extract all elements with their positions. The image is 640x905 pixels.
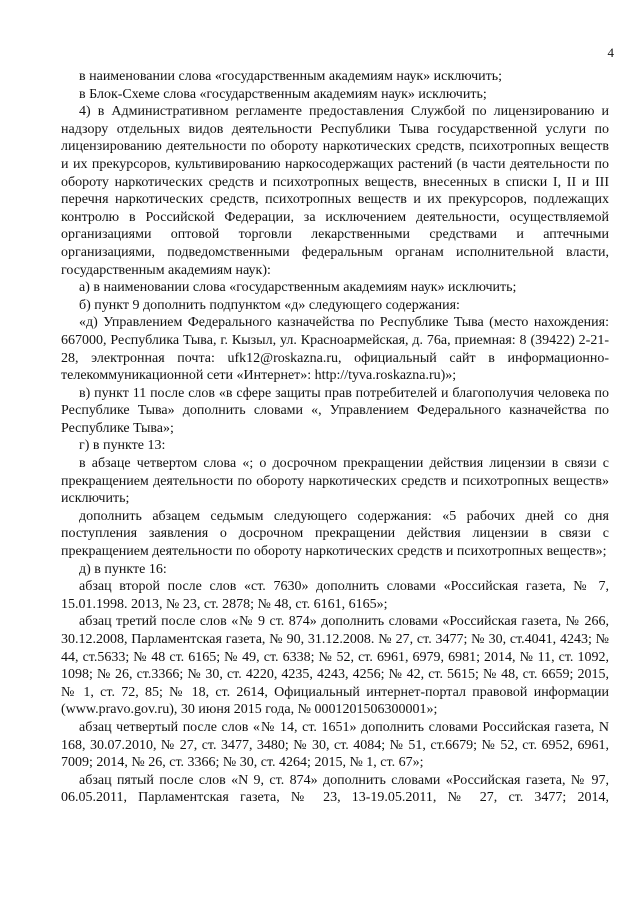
page-number: 4 (607, 45, 614, 60)
paragraph: а) в наименовании слова «государственным академиям наук» исключить; (79, 280, 517, 296)
paragraph: в наименовании слова «государственным академиям наук» исключить; (79, 69, 503, 84)
paragraph: абзац пятый после слов «N 9, ст. 874» дополнить словами «Российская газета, № 97, 06.05.2011, Парламентская газета, № 23, 13-19.05.2011, № 27, ст. 3477; 2014, (61, 772, 609, 806)
paragraph: б) пункт 9 дополнить подпунктом «д» следующего содержания: (79, 297, 460, 313)
paragraph: в Блок-Схеме слова «государственным академиям наук» исключить; (79, 86, 487, 102)
paragraph: в абзаце четвертом слова «; о досрочном прекращении действия лицензии в связи с прекращением деятельности по обороту наркотических средств и психотропных веществ» исключить; (61, 456, 609, 507)
paragraph: абзац третий после слов «№ 9 ст. 874» дополнить словами «Российская газета, № 266, 30.12.2008, Парламентская газета, № 90, 31.12.2008. № 27, ст. 3477; № 30, ст.4041, 4243; № 44, ст.5633; № 48 ст. 6165; № 49, ст. 6338; № 52, ст. 6961, 6979, 6981; 2014, № 11, ст. 1092, 1098; № 26, ст.3366; № 30, ст. 4220, 4235, 4243, 4256; № 42, ст. 5615; № 48, ст. 6659; 2015, № 1, ст. 72, 85; № 18, ст. 2614, Официальный интернет-портал правовой информации (www.pravo.gov.ru), 30 июня 2015 года, № 0001201506300001»; (61, 614, 609, 718)
paragraph: «д) Управлением Федерального казначейства по Республике Тыва (место нахождения: 667000, Республика Тыва, г. Кызыл, ул. Красноармейская, д. 76а, приемная: 8 (39422) 2-21-28, электронная почта: ufk12@roskazna.ru, официальный сайт в информационно-телекоммуникационной сети «Интернет»: http://tyva.roskazna.ru)»; (61, 315, 609, 384)
paragraph: в) пункт 11 после слов «в сфере защиты прав потребителей и благополучия человека по Республике Тыва» дополнить словами «, Управлением Федерального казначейства по Республике Тыва»; (61, 385, 609, 436)
paragraph: дополнить абзацем седьмым следующего содержания: «5 рабочих дней со дня поступления заявления о досрочном прекращении действия лицензии в связи с прекращением деятельности по обороту наркотических средств и психотропных веществ»; (61, 508, 609, 560)
paragraph: абзац второй после слов «ст. 7630» дополнить словами «Российская газета, № 7, 15.01.1998. 2013, № 23, ст. 2878; № 48, ст. 6161, 6165»; (61, 579, 609, 612)
paragraph: г) в пункте 13: (79, 438, 166, 454)
paragraph: абзац четвертый после слов «№ 14, ст. 1651» дополнить словами Российская газета, N 168, 30.07.2010, № 27, ст. 3477, 3480; № 30, ст. 4084; № 51, ст.6679; № 52, ст. 6952, 6961, 7009; 2014, № 26, ст. 3366; № 30, ст. 4264; 2015, № 1, ст. 67»; (61, 719, 609, 771)
document-body (61, 68, 609, 807)
paragraph: 4) в Административном регламенте предоставления Службой по лицензированию и надзору отдельных видов деятельности Республики Тыва государственной услуги по лицензированию деятельности по обороту наркотических средств, психотропных веществ и их прекурсоров, культивированию наркосодержащих растений (в части деятельности по обороту наркотических средств и психотропных веществ, внесенных в списки I, II и III перечня наркотических средств, психотропных веществ и их прекурсоров, подлежащих контролю в Российской Федерации, за исключением деятельности, осуществляемой организациями оптовой торговли лекарственными средствами и аптечными организациями, подведомственными федеральным органам исполнительной власти, государственным академиям наук): (61, 104, 609, 278)
paragraph: д) в пункте 16: (79, 561, 167, 577)
